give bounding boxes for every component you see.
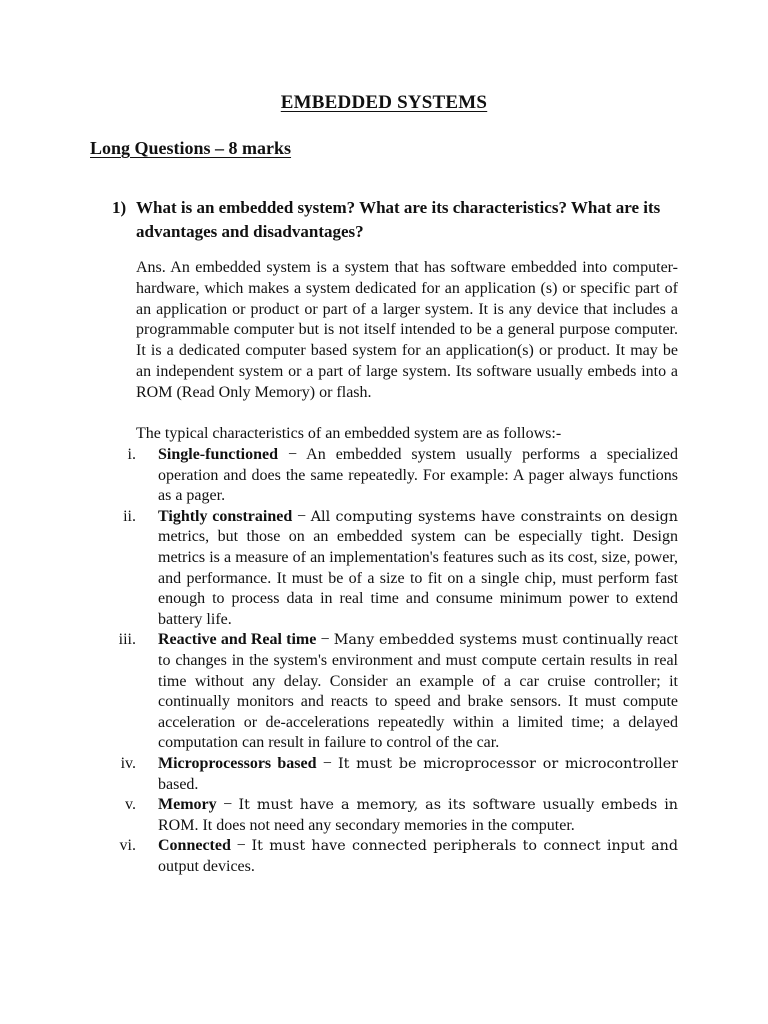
characteristic-item [0,754,768,795]
characteristic-term: Reactive and Real time [158,631,317,649]
document-title: EMBEDDED SYSTEMS [280,92,488,113]
answer-block [136,258,678,404]
characteristic-dash: − [230,837,252,855]
characteristic-body [158,445,678,507]
characteristic-rest: operation and does the same repeatedly. For example: A pager always functions as a pager. [158,466,678,505]
characteristic-rest: react to changes in the system's environment and must compute certain results in real time without any delay. Consider an example of a car cruise controller; it continually monitors and reacts to speed and brake sensors. It must compute acceleration or de-accelerations repeatedly within a limited time; a delayed computation can result in failure to control of the car. [158,631,679,752]
characteristic-item [0,795,768,836]
characteristic-rest: ROM. It does not need any secondary memories in the computer. [158,816,575,834]
characteristic-dash: − [316,754,339,772]
question-1 [112,196,680,244]
characteristic-body [158,836,678,877]
characteristic-number: vi. [119,837,136,855]
characteristic-term: Tightly constrained [158,507,293,525]
characteristic-term: Microprocessors based [158,754,317,772]
question-text: What is an embedded system? What are its characteristics? What are its advantages and disadvantages? [136,198,661,241]
characteristics-list [0,445,768,877]
characteristic-number: ii. [123,507,136,525]
characteristic-lead: It must be microprocessor or microcontroller [338,755,678,772]
characteristic-dash: − [292,507,311,525]
characteristic-lead: It must have a memory, as its software usually embeds in [238,797,678,814]
characteristic-rest: metrics, but those on an embedded system can be especially tight. Design metrics is a measure of an implementation's features such as its cost, size, power, and performance. It must be of a size to fit on a single chip, must perform fast enough to process data in real time and consume minimum power to extend battery life. [158,528,678,628]
characteristic-body [158,507,678,631]
characteristic-term: Memory [158,796,217,814]
characteristic-number: iii. [118,631,136,649]
section-heading: Long Questions – 8 marks [90,138,292,158]
characteristic-term: Connected [158,837,231,855]
characteristic-dash: − [278,446,307,463]
answer-paragraph: Ans. An embedded system is a system that has software embedded into computer-hardware, which makes a system dedicated for an application (s) or specific part of an application or product or part of a larger system. It is any device that includes a programmable computer but is not itself intended to be a general purpose computer. It is a dedicated computer based system for an application(s) or product. It may be an independent system or a part of large system. Its software usually embeds into a ROM (Read Only Memory) or flash. [136,259,678,401]
characteristic-lead: Many embedded systems must continually [333,632,643,649]
characteristic-lead: It must have connected peripherals to connect input and [251,838,678,855]
characteristic-body [158,795,678,836]
characteristic-body [158,630,678,754]
characteristic-item [0,836,768,877]
characteristic-rest: based. [158,775,199,793]
characteristic-number: iv. [120,754,136,772]
characteristic-lead: An embedded system usually performs a specialized [306,446,678,463]
characteristic-dash: − [216,796,239,814]
characteristic-number: i. [127,446,136,463]
question-number: 1) [112,198,127,217]
characteristics-intro: The typical characteristics of an embedded system are as follows:- [136,425,562,442]
characteristic-dash: − [316,631,334,649]
characteristic-term: Single-functioned [158,446,279,463]
characteristic-number: v. [125,796,136,814]
characteristic-body [158,754,678,795]
characteristic-item [0,630,768,754]
characteristic-item [0,507,768,631]
characteristic-rest: output devices. [158,857,255,875]
characteristic-item [0,445,768,507]
characteristic-lead: All computing systems have constraints on design [310,508,679,525]
